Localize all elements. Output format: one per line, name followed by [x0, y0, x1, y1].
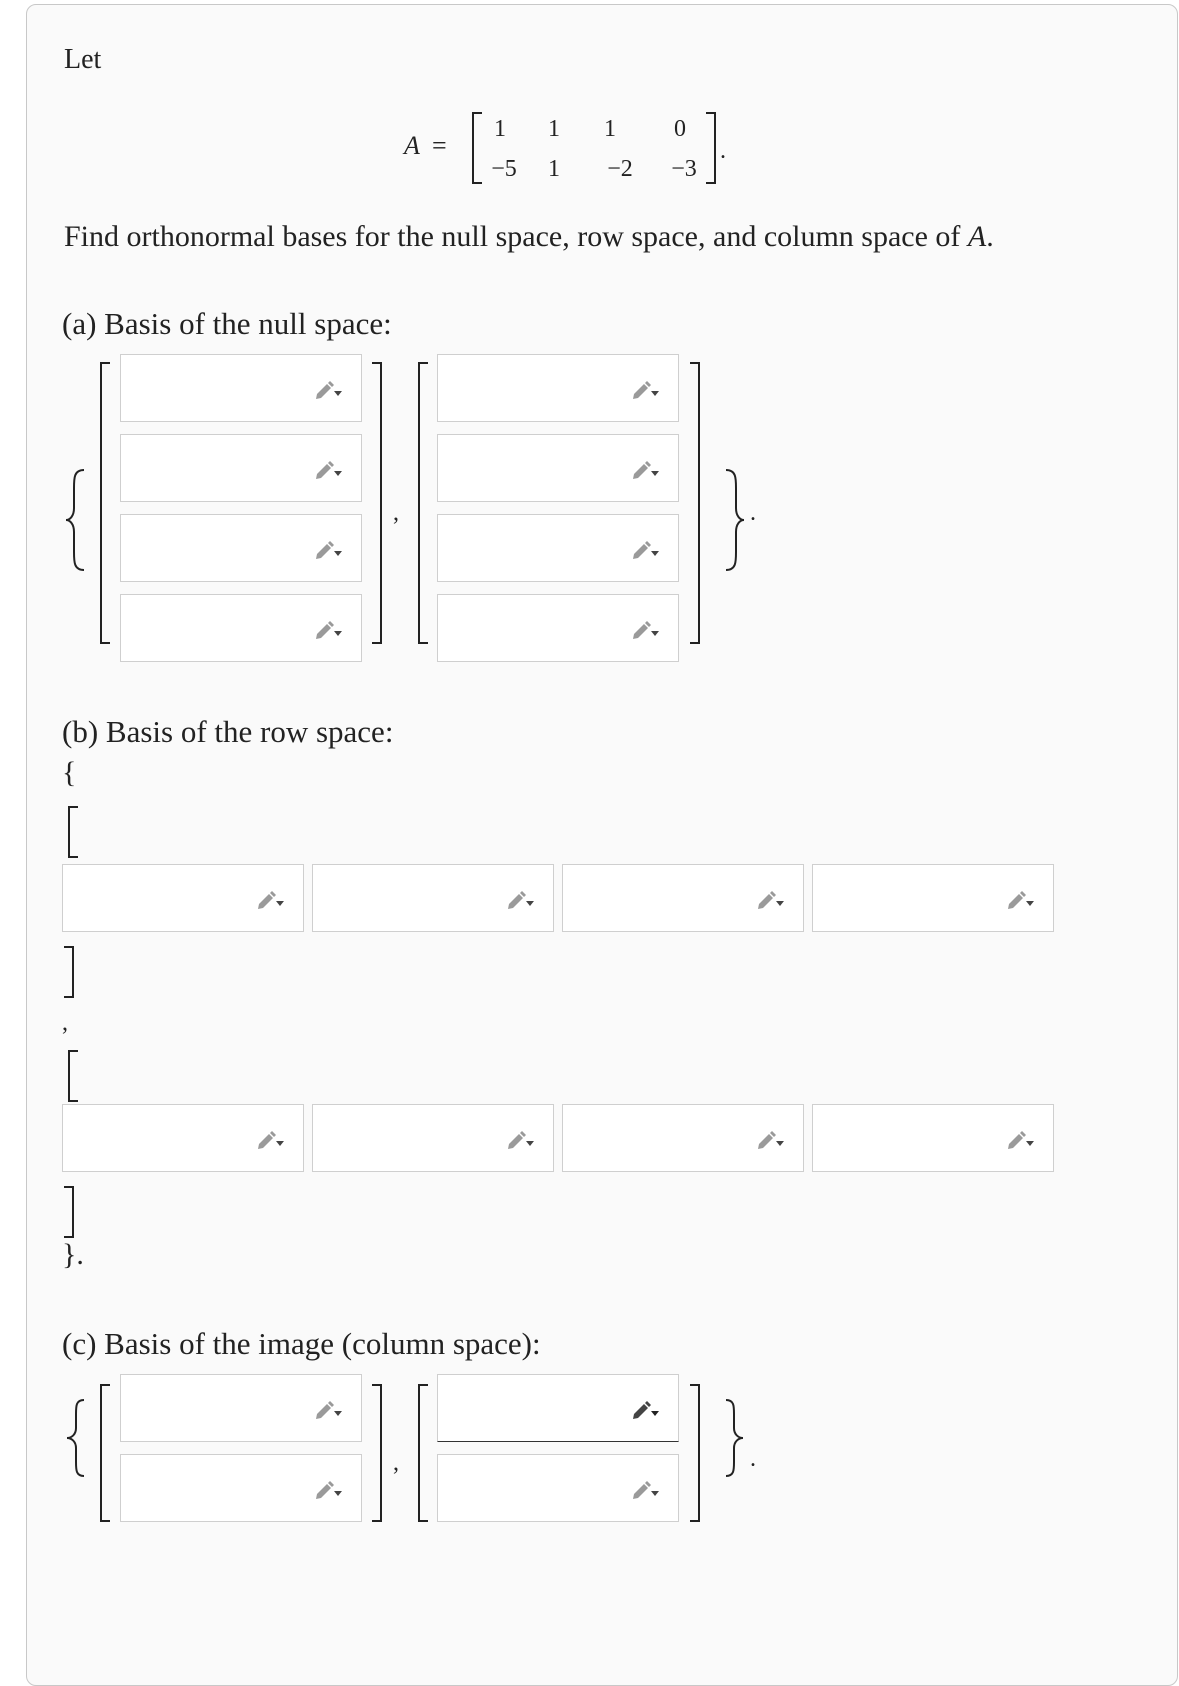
comma: , [393, 1450, 399, 1476]
intro-text: Let [64, 44, 102, 75]
null-space-v2-entry-4[interactable] [437, 594, 679, 662]
row-vector-bracket-left [68, 1050, 78, 1102]
vector-bracket-right [690, 1384, 700, 1522]
pencil-dropdown-icon[interactable] [505, 1126, 535, 1150]
row-vector-bracket-left [68, 806, 78, 858]
matrix-period: . [720, 138, 726, 164]
null-space-v2-entry-1[interactable] [437, 354, 679, 422]
row-space-v1-entry-4[interactable] [812, 864, 1054, 932]
pencil-dropdown-icon[interactable] [313, 456, 343, 480]
null-space-v2-entry-3[interactable] [437, 514, 679, 582]
part-b-label: (b) Basis of the row space: [62, 714, 394, 749]
pencil-dropdown-icon[interactable] [630, 456, 660, 480]
pencil-dropdown-icon[interactable] [630, 376, 660, 400]
matrix-cell: 1 [548, 116, 560, 142]
pencil-dropdown-icon[interactable] [505, 886, 535, 910]
pencil-dropdown-icon[interactable] [630, 1396, 660, 1420]
pencil-dropdown-icon[interactable] [255, 1126, 285, 1150]
column-space-v1-entry-2[interactable] [120, 1454, 362, 1522]
matrix-cell: −5 [491, 156, 517, 182]
row-space-v2-entry-2[interactable] [312, 1104, 554, 1172]
matrix-right-bracket [706, 112, 716, 184]
matrix-cell: −3 [671, 156, 697, 182]
vector-bracket-left [100, 362, 110, 644]
matrix-cell: 1 [494, 116, 506, 142]
null-space-v2-entry-2[interactable] [437, 434, 679, 502]
period: . [750, 500, 756, 526]
matrix-equals: = [432, 131, 447, 160]
null-space-v1-entry-2[interactable] [120, 434, 362, 502]
matrix-cell: 0 [674, 116, 686, 142]
column-space-v2-entry-1[interactable] [437, 1374, 679, 1442]
pencil-dropdown-icon[interactable] [755, 886, 785, 910]
pencil-dropdown-icon[interactable] [630, 536, 660, 560]
matrix-cell: 1 [548, 156, 560, 182]
column-space-v1-entry-1[interactable] [120, 1374, 362, 1442]
pencil-dropdown-icon[interactable] [1005, 1126, 1035, 1150]
row-space-v1-entry-3[interactable] [562, 864, 804, 932]
pencil-dropdown-icon[interactable] [313, 376, 343, 400]
pencil-dropdown-icon[interactable] [630, 1476, 660, 1500]
null-space-v1-entry-3[interactable] [120, 514, 362, 582]
right-brace [722, 1398, 746, 1478]
pencil-dropdown-icon[interactable] [755, 1126, 785, 1150]
row-space-v1-entry-2[interactable] [312, 864, 554, 932]
pencil-dropdown-icon[interactable] [255, 886, 285, 910]
right-brace [722, 468, 746, 572]
pencil-dropdown-icon[interactable] [313, 1476, 343, 1500]
left-brace [64, 1398, 88, 1478]
pencil-dropdown-icon[interactable] [630, 616, 660, 640]
vector-bracket-left [418, 1384, 428, 1522]
row-space-v2-entry-3[interactable] [562, 1104, 804, 1172]
column-space-v2-entry-2[interactable] [437, 1454, 679, 1522]
row-space-v2-entry-1[interactable] [62, 1104, 304, 1172]
vector-bracket-left [418, 362, 428, 644]
period: . [750, 1446, 756, 1472]
pencil-dropdown-icon[interactable] [313, 1396, 343, 1420]
row-space-v2-entry-4[interactable] [812, 1104, 1054, 1172]
matrix-cell: 1 [604, 116, 616, 142]
row-vector-bracket-right [64, 946, 74, 998]
row-vector-bracket-right [64, 1186, 74, 1238]
matrix-cell: −2 [607, 156, 633, 182]
pencil-dropdown-icon[interactable] [313, 616, 343, 640]
vector-bracket-right [690, 362, 700, 644]
row-space-v1-entry-1[interactable] [62, 864, 304, 932]
vector-bracket-right [372, 1384, 382, 1522]
question-text: Find orthonormal bases for the null space, row space, and column space of A. [64, 220, 994, 253]
null-space-v1-entry-4[interactable] [120, 594, 362, 662]
part-a-label: (a) Basis of the null space: [62, 306, 392, 341]
open-brace: { [62, 756, 77, 789]
null-space-v1-entry-1[interactable] [120, 354, 362, 422]
comma: , [62, 1010, 68, 1036]
comma: , [393, 500, 399, 526]
vector-bracket-left [100, 1384, 110, 1522]
close-brace: }. [62, 1238, 84, 1271]
matrix-name: A [404, 131, 420, 160]
pencil-dropdown-icon[interactable] [313, 536, 343, 560]
left-brace [64, 468, 88, 572]
pencil-dropdown-icon[interactable] [1005, 886, 1035, 910]
part-c-label: (c) Basis of the image (column space): [62, 1326, 541, 1361]
vector-bracket-right [372, 362, 382, 644]
